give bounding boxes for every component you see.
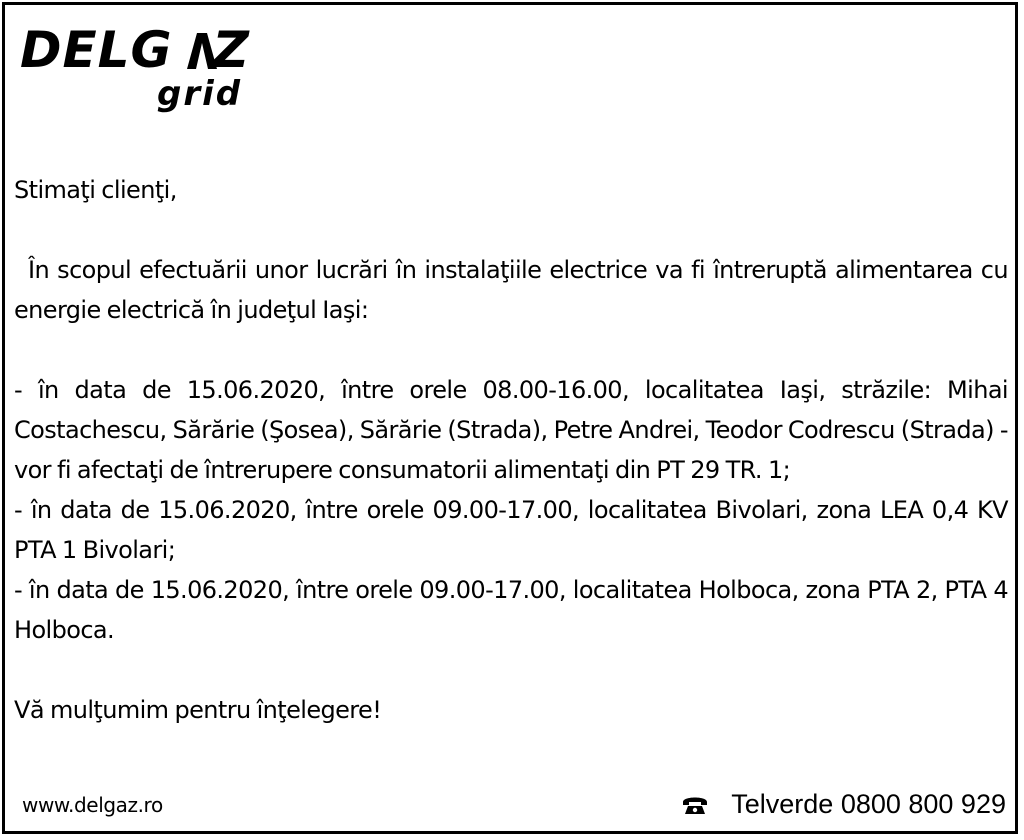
outage-item: - în data de 15.06.2020, între orele 08.00-16.00, localitatea Iaşi, străzile: Mihai Costachescu, Sărărie (Şosea), Sărărie (Strada), Petre Andrei, Teodor Codrescu (Strada) - vor fi afectaţi de întrerupere consumatorii alimentaţi din PT 29 TR. 1; [14, 376, 1008, 484]
logo-subtitle: grid [157, 74, 243, 114]
outage-item: - în data de 15.06.2020, între orele 09.00-17.00, localitatea Bivolari, zona LEA 0,4 KV PTA 1 Bivolari; [14, 496, 1008, 564]
closing-line: Vă mulţumim pentru înţelegere! [14, 696, 382, 724]
hotline-number[interactable]: Telverde 0800 800 929 [731, 789, 1006, 819]
delgaz-grid-logo [20, 22, 260, 122]
hotline [681, 787, 1006, 821]
intro-paragraph: În scopul efectuării unor lucrări în instalaţiile electrice va fi întreruptă alimentarea cu energie electrică în judeţul Iaşi: [14, 256, 1008, 324]
logo-wordmark-start: DELG [20, 21, 173, 79]
website-link[interactable]: www.delgaz.ro [22, 793, 163, 817]
letter-body [14, 170, 1008, 730]
outage-list [14, 370, 1008, 650]
greeting: Stimaţi clienţi, [14, 176, 177, 204]
logo-wordmark [20, 22, 250, 78]
logo-a-glyph [173, 26, 213, 66]
phone-icon [681, 793, 709, 815]
outage-item: - în data de 15.06.2020, între orele 09.00-17.00, localitatea Holboca, zona PTA 2, PTA 4 Holboca. [14, 576, 1008, 644]
logo-wordmark-end: Z [212, 21, 250, 79]
